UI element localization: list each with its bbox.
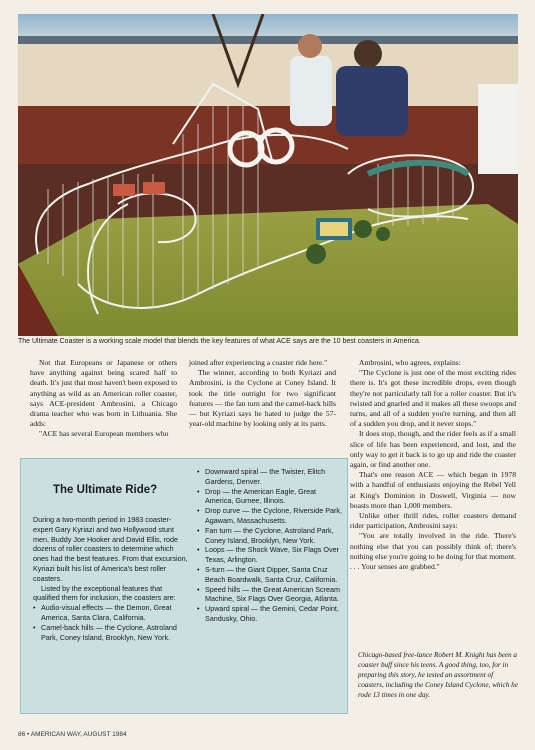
sidebar-intro [33,515,189,642]
sidebar-list-right-container [197,467,342,624]
paragraph: Ambrosini, who agrees, explains: [359,358,461,367]
paragraph: Not that Europeans or Japanese or others have anything against being scared half to death. It's just that most haven't been exposed to anything as wild as an American roller coaster, says ACE-president Ambrosini, a Chicago drama teacher who was born in Lithuania. She adds: [30,358,177,429]
paragraph: "ACE has several European members who [39,429,169,439]
photo-caption: The Ultimate Coaster is a working scale model that blends the key features of what ACE says are the 10 best coasters in America. [18,338,421,345]
list-item: • S-turn — the Giant Dipper, Santa Cruz Beach Boardwalk, Santa Cruz, California. [197,565,342,585]
list-item: • Camel-back hills — the Cyclone, Astroland Park, Coney Island, Brooklyn, New York. [33,623,189,643]
list-item: • Drop curve — the Cyclone, Riverside Park, Agawam, Massachusetts. [197,506,342,526]
list-item: • Speed hills — the Great American Scream Machine, Six Flags Over Georgia, Atlanta. [197,585,342,605]
list-item: • Audio-visual effects — the Demon, Great America, Santa Clara, California. [33,603,189,623]
sidebar-intro-text-2: Listed by the exceptional features that qualified them for inclusion, the coasters are: [33,583,176,603]
sidebar-intro-text: During a two-month period in 1983 coaster-expert Gary Kyriazi and two Hollywood stunt men, Buddy Joe Hooker and David Ellis, rode dozens of roller coasters to determine which ones had the best features. From that excursion, Kyriazi built his list of America's best roller coasters. [33,515,188,583]
ultimate-ride-sidebar [20,458,348,714]
sidebar-title: The Ultimate Ride? [53,484,158,496]
list-item: • Drop — the American Eagle, Great America, Gurnee, Illinois. [197,487,342,507]
sidebar-list-left [33,603,189,642]
article-column-3 [350,358,516,572]
list-item: • Fan turn — the Cyclone, Astroland Park, Coney Island, Brooklyn, New York. [197,526,342,546]
list-item: • Upward spiral — the Gemini, Cedar Point, Sandusky, Ohio. [197,604,342,624]
coaster-model-illustration [18,14,518,336]
page-footer: 86 • AMERICAN WAY, AUGUST 1984 [18,731,127,738]
paragraph: Unlike other thrill rides, roller coasters demand rider participation, Ambrosini says: [350,511,516,531]
author-bio: Chicago-based free-lance Robert M. Knight has been a coaster buff since his teens. A good thing, too, for in preparing this story, he tested an assortment of coasters, including the Coney Island Cyclone, which he rode 13 times in one day. [358,651,518,699]
article-column-1 [30,358,177,440]
paragraph: joined after experiencing a coaster ride here." [189,358,328,367]
paragraph: "The Cyclone is just one of the most exciting rides there is. It's got these incredible drops, even though they're not particularly tall for a roller coaster. But it's twisted and gnarled and it makes all these swoops and turns, and all of a sudden you're turning, and then all of a sudden you drop, and it never stops." [350,368,516,429]
sidebar-list-right [197,467,342,624]
coaster-model-photo [18,14,518,336]
paragraph: "You are totally involved in the ride. There's nothing else that you can possibly think of; there's nothing else you're going to be doing for that moment. . . . Your senses are grabbed." [350,531,516,572]
paragraph: The winner, according to both Kyriazi and Ambrosini, is the Cyclone at Coney Island. It took the title outright for two significant features — the fan turn and the camel-back hills — but Kyriazi says he hated to judge the 57-year-old machine by looking only at its parts. [189,368,336,429]
article-column-2 [189,358,336,429]
paragraph: That's one reason ACE — which began in 1978 with a handful of enthusiasts enjoying the Rebel Yell at King's Dominion in Doswell, Virginia — now boasts more than 1,000 members. [350,470,516,510]
list-item: • Loops — the Shock Wave, Six Flags Over Texas, Arlington. [197,545,342,565]
list-item: • Downward spiral — the Twister, Elitch Gardens, Denver. [197,467,342,487]
paragraph: It does stop, though, and the rider feels as if a small slice of life has been experienced, and lost, and the only way to get it back is to go up and ride the coaster again, or find another one. [350,429,516,470]
